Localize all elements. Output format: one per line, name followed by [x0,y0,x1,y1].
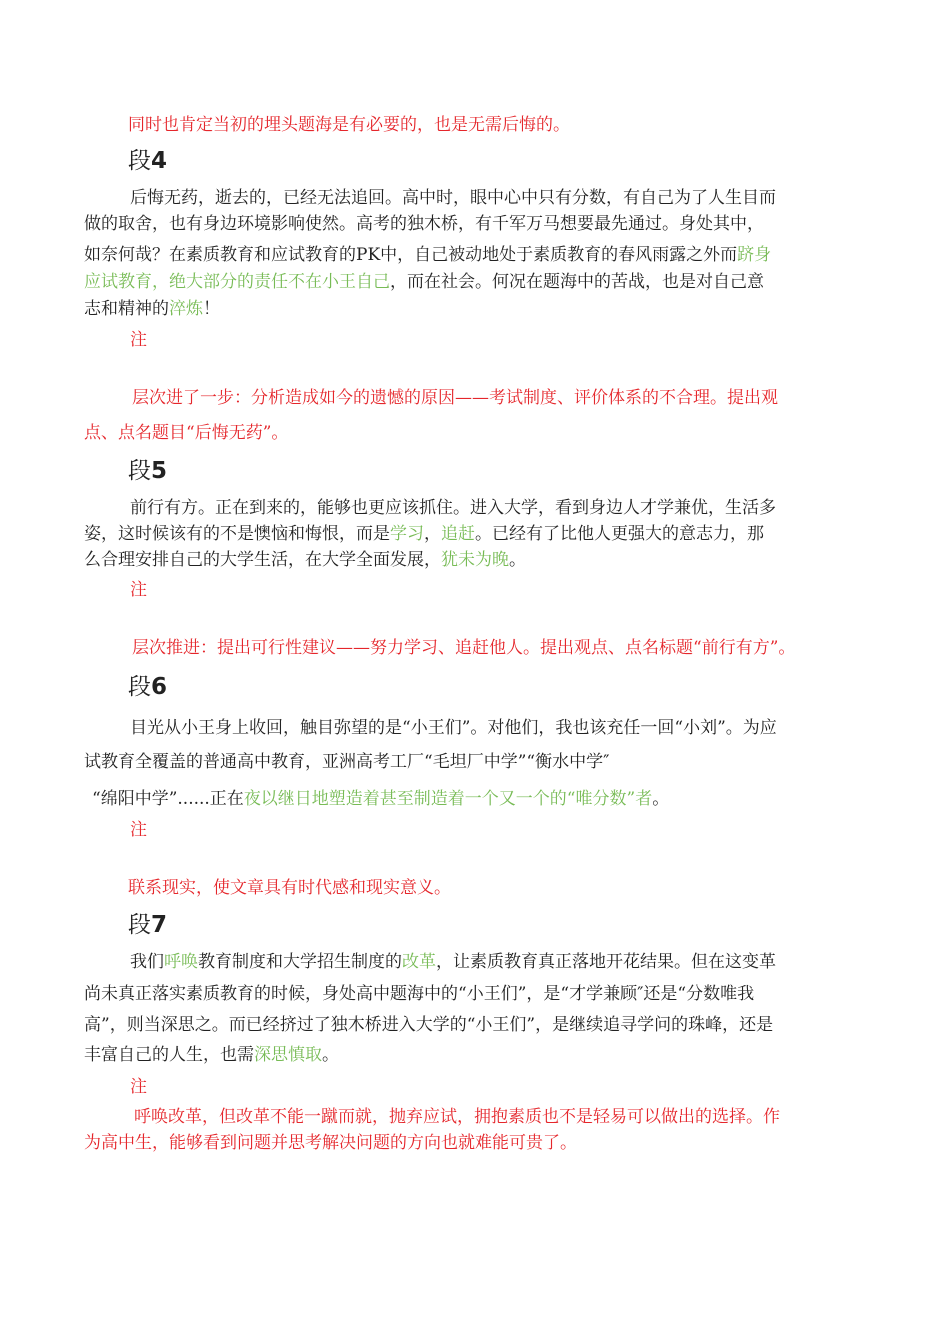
text-run: “绵阳中学”......正在 [92,789,244,809]
section-number: 5 [151,458,168,484]
intro-line: 同时也肯定当初的埋头题海是有必要的，也是无需后悔的。 [128,115,570,135]
highlighted-phrase: 犹未为晚 [441,550,509,570]
highlighted-phrase: 改革 [402,952,436,972]
section-number: 4 [151,148,168,174]
highlighted-phrase: 呼唤 [164,952,198,972]
paragraph-line [84,522,764,547]
comment-line: 点、点名题目“后悔无药”。 [84,423,289,443]
comment-line: 层次进了一步：分析造成如今的遗憾的原因——考试制度、评价体系的不合理。提出观 [132,388,778,408]
highlighted-phrase: 跻身 [737,245,772,265]
text-run: 前行有方。正在到来的，能够也更应该抓住。进入大学，看到身边人才学兼优，生活多 [130,498,776,518]
paragraph-line [84,212,764,237]
comment-line: 呼唤改革，但改革不能一蹴而就，抛弃应试，拥抱素质也不是轻易可以做出的选择。作 [134,1107,780,1127]
paragraph-line [84,548,526,573]
text-run: ，而在社会。何况在题海中的苦战，也是对自己意 [390,272,764,292]
note-label: 注 [130,1077,147,1097]
text-run: ，让素质教育真正落地开花结果。但在这变革 [436,952,776,972]
section-label: 段 [128,912,151,938]
section-heading-6 [128,672,167,702]
comment-line: 层次推进：提出可行性建议——努力学习、追赶他人。提出观点、点名标题“前行有方”。 [132,638,796,658]
section-heading-5 [128,456,167,486]
note-label: 注 [130,580,147,600]
text-run: 我们 [130,952,164,972]
paragraph-line [84,982,754,1007]
paragraph-line [130,950,776,975]
text-run: 高”，则当深思之。而已经挤过了独木桥进入大学的“小王们”，是继续追寻学问的珠峰，还是 [84,1015,774,1035]
highlighted-phrase: 深思慎取 [254,1045,322,1065]
text-run: 丰富自己的人生，也需 [84,1045,254,1065]
paragraph-line [84,297,220,322]
text-run: 。 [652,789,670,809]
paragraph-line [130,186,776,211]
paragraph-line [84,1043,339,1068]
highlighted-phrase: 淬炼 [169,299,203,319]
section-label: 段 [128,458,151,484]
text-run: 。已经有了比他人更强大的意志力，那 [475,524,764,544]
text-run: 。 [322,1045,339,1065]
text-run: 做的取舍，也有身边环境影响使然。高考的独木桥，有千军万马想要最先通过。身处其中， [84,214,764,234]
paragraph-line [84,1013,773,1038]
highlighted-phrase: 学习 [390,524,424,544]
text-run: 姿，这时候该有的不是懊恼和悔恨，而是 [84,524,390,544]
highlighted-phrase: 夜以继日地塑造着甚至制造着一个又一个的“唯分数”者 [243,789,653,809]
text-run: ！ [203,299,220,319]
highlighted-phrase: 应试教育，绝大部分的责任不在小王自己 [84,272,390,292]
text-run: 试教育全覆盖的普通高中教育，亚洲高考工厂“毛坦厂中学”“衡水中学″ [84,752,610,772]
highlighted-phrase: 追赶 [441,524,475,544]
paragraph-line [84,750,609,775]
comment-line: 为高中生，能够看到问题并思考解决问题的方向也就难能可贵了。 [84,1133,577,1153]
text-run: 目光从小王身上收回，触目弥望的是“小王们”。对他们，我也该充任一回“小刘”。为应 [130,718,777,738]
text-run: 教育制度和大学招生制度的 [198,952,402,972]
paragraph-line [130,496,776,521]
note-label: 注 [130,330,147,350]
comment-line: 联系现实，使文章具有时代感和现实意义。 [128,878,451,898]
paragraph-line [84,243,771,268]
text-run: 。 [509,550,526,570]
section-number: 6 [151,674,168,700]
paragraph-line [84,270,764,295]
text-run: 么合理安排自己的大学生活，在大学全面发展， [84,550,441,570]
section-label: 段 [128,674,151,700]
text-run: 尚未真正落实素质教育的时候，身处高中题海中的“小王们”，是“才学兼顾″还是“分数唯我 [84,984,755,1004]
section-heading-7 [128,910,167,940]
text-run: ， [424,524,441,544]
paragraph-line [92,787,669,812]
section-label: 段 [128,148,151,174]
section-heading-4 [128,146,167,176]
text-run: 如奈何哉？在素质教育和应试教育的PK中，自己被动地处于素质教育的春风雨露之外而 [84,245,738,265]
note-label: 注 [130,820,147,840]
text-run: 志和精神的 [84,299,169,319]
text-run: 后悔无药，逝去的，已经无法追回。高中时，眼中心中只有分数，有自己为了人生目而 [130,188,776,208]
section-number: 7 [151,912,168,938]
paragraph-line [130,716,777,741]
